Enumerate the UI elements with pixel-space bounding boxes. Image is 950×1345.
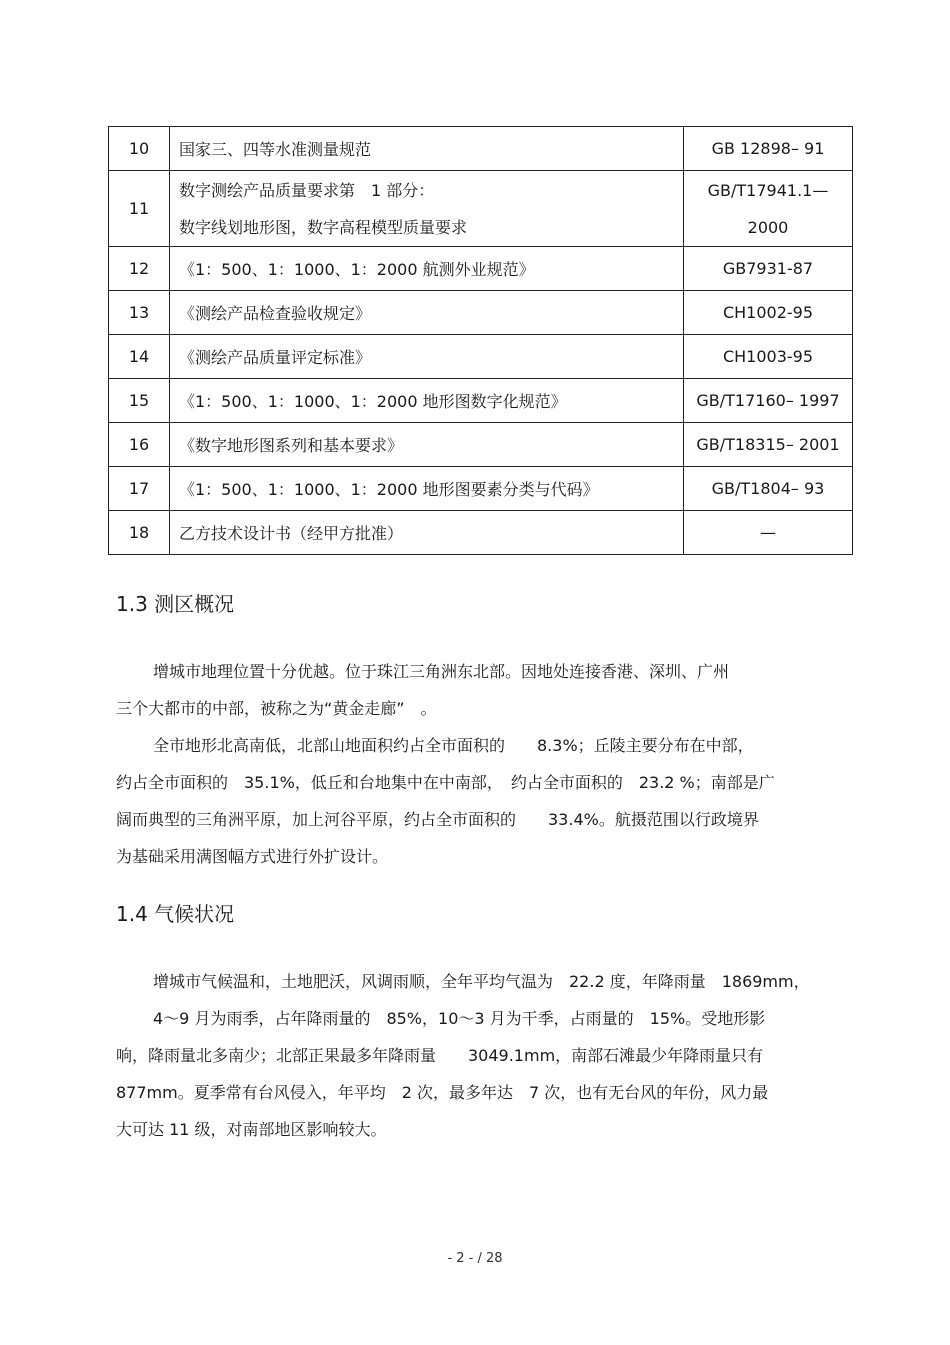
row-number: 13 — [109, 291, 170, 335]
standard-code: — — [684, 511, 853, 555]
standard-code-line: GB/T17941.1— — [707, 180, 829, 200]
standard-name: 国家三、四等水准测量规范 — [170, 127, 684, 171]
row-number: 17 — [109, 467, 170, 511]
standard-name — [170, 171, 684, 247]
row-number: 11 — [109, 171, 170, 247]
paragraph-line: 全市地形北高南低，北部山地面积约占全市面积的 8.3%；丘陵主要分布在中部， — [153, 736, 754, 755]
standard-name: 《1：500、1：1000、1：2000 地形图要素分类与代码》 — [170, 467, 684, 511]
section-heading-1-4: 1.4 气候状况 — [116, 902, 235, 926]
standard-name: 《1：500、1：1000、1：2000 航测外业规范》 — [170, 247, 684, 291]
standard-name-line: 数字测绘产品质量要求第 1 部分： — [179, 180, 435, 200]
row-number: 15 — [109, 379, 170, 423]
standard-name: 《测绘产品质量评定标准》 — [170, 335, 684, 379]
section-heading-1-3: 1.3 测区概况 — [116, 592, 235, 616]
row-number: 18 — [109, 511, 170, 555]
standard-name: 《测绘产品检查验收规定》 — [170, 291, 684, 335]
standard-code: CH1003-95 — [684, 335, 853, 379]
table-row — [109, 291, 853, 335]
standard-code: CH1002-95 — [684, 291, 853, 335]
standard-code: GB/T18315– 2001 — [684, 423, 853, 467]
paragraph-line: 为基础采用满图幅方式进行外扩设计。 — [116, 847, 389, 866]
table-row — [109, 247, 853, 291]
paragraph-line: 增城市地理位置十分优越。位于珠江三角洲东北部。因地处连接香港、深圳、广州 — [153, 662, 730, 681]
paragraph-line: 增城市气候温和，土地肥沃，风调雨顺，全年平均气温为 22.2 度，年降雨量 1869mm， — [153, 972, 810, 991]
paragraph-terrain — [116, 727, 846, 875]
paragraph-line: 响，降雨量北多南少；北部正果最多年降雨量 3049.1mm，南部石滩最少年降雨量只有 — [116, 1046, 764, 1065]
standard-code: GB/T1804– 93 — [684, 467, 853, 511]
standard-name: 《1：500、1：1000、1：2000 地形图数字化规范》 — [170, 379, 684, 423]
row-number: 16 — [109, 423, 170, 467]
standard-code — [684, 171, 853, 247]
paragraph-line: 大可达 11 级，对南部地区影响较大。 — [116, 1120, 387, 1139]
standard-code-line: 2000 — [747, 217, 789, 237]
standard-code: GB/T17160– 1997 — [684, 379, 853, 423]
standard-name: 乙方技术设计书（经甲方批准） — [170, 511, 684, 555]
standard-code: GB 12898– 91 — [684, 127, 853, 171]
table-row — [109, 467, 853, 511]
paragraph-line: 约占全市面积的 35.1%，低丘和台地集中在中南部， 约占全市面积的 23.2 %；南部是广 — [116, 773, 775, 792]
row-number: 14 — [109, 335, 170, 379]
paragraph-line: 三个大都市的中部，被称之为“黄金走廊” 。 — [116, 699, 437, 718]
table-row — [109, 127, 853, 171]
standards-table — [108, 126, 853, 555]
table-row — [109, 379, 853, 423]
paragraph-line: 4～9 月为雨季，占年降雨量的 85%，10～3 月为干季，占雨量的 15%。受地形影 — [153, 1009, 766, 1028]
table-row — [109, 335, 853, 379]
page-number: - 2 - / 28 — [447, 1251, 503, 1266]
table-row — [109, 511, 853, 555]
standard-name-line: 数字线划地形图，数字高程模型质量要求 — [179, 217, 468, 237]
paragraph-location — [116, 653, 846, 727]
paragraph-climate — [116, 963, 846, 1148]
row-number: 12 — [109, 247, 170, 291]
standard-code: GB7931-87 — [684, 247, 853, 291]
table-row — [109, 423, 853, 467]
standard-name: 《数字地形图系列和基本要求》 — [170, 423, 684, 467]
paragraph-line: 阔而典型的三角洲平原，加上河谷平原，约占全市面积的 33.4%。航摄范围以行政境界 — [116, 810, 759, 829]
table-row — [109, 171, 853, 247]
row-number: 10 — [109, 127, 170, 171]
paragraph-line: 877mm。夏季常有台风侵入，年平均 2 次，最多年达 7 次，也有无台风的年份，风力最 — [116, 1083, 769, 1102]
